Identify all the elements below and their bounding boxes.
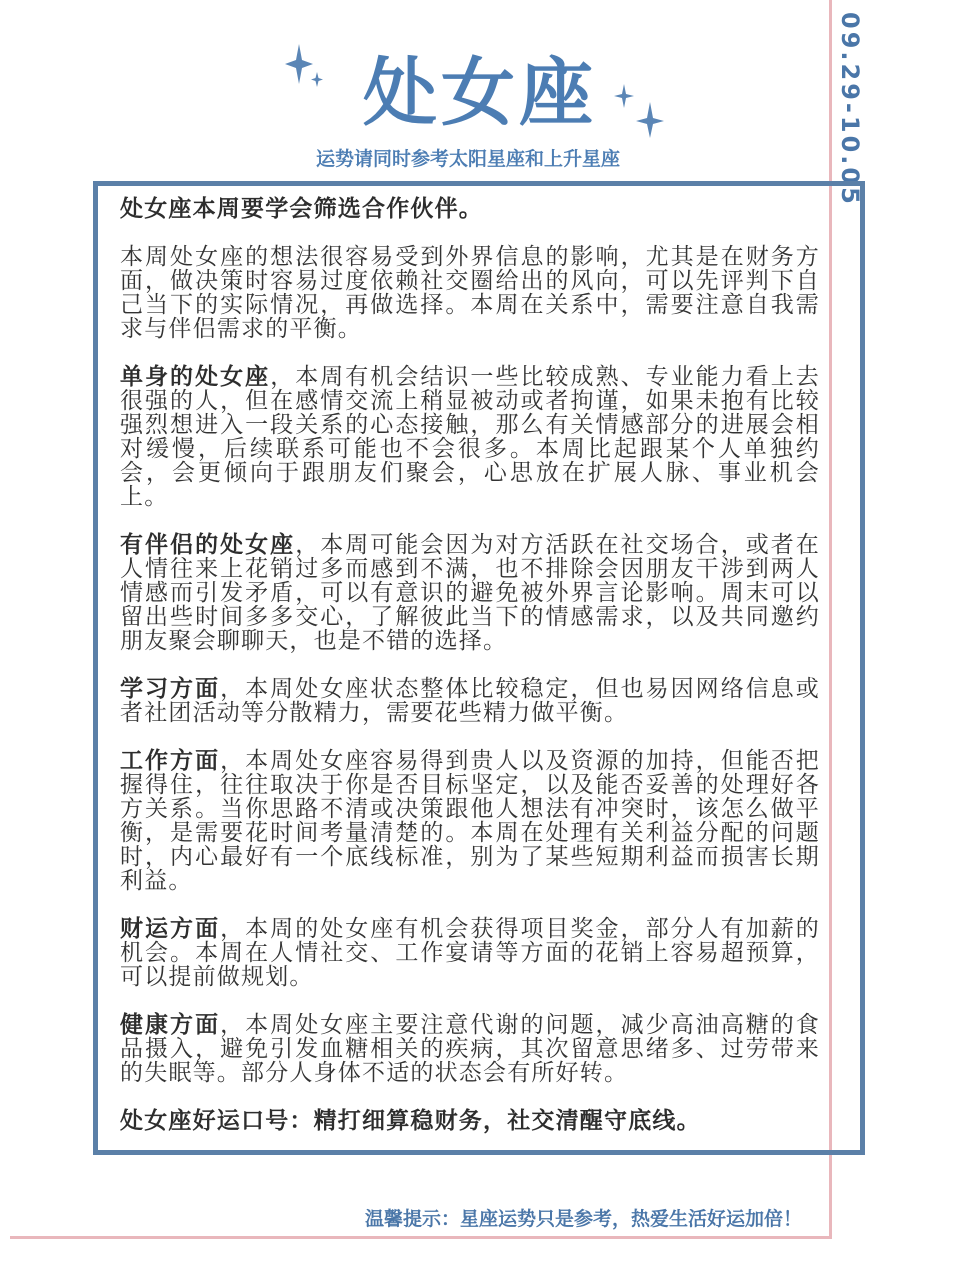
slogan-text: 处女座好运口号：精打细算稳财务，社交清醒守底线。 [120, 1108, 701, 1134]
section-text: ，本周的处女座有机会获得项目奖金，部分人有加薪的机会。本周在人情社交、工作宴请等方面的花销上容易超预算，可以提前做规划。 [120, 916, 820, 990]
section-partnered [120, 533, 820, 653]
section-label: 单身的处女座 [120, 364, 271, 390]
section-single [120, 365, 820, 509]
section-label: 工作方面 [120, 748, 221, 774]
slogan-paragraph [120, 1109, 820, 1133]
section-label: 有伴侣的处女座 [120, 532, 296, 558]
date-range: 09.29-10.05 [836, 12, 864, 207]
section-study [120, 677, 820, 725]
pink-horizontal-line [10, 1236, 832, 1239]
overview-paragraph: 本周处女座的想法很容易受到外界信息的影响，尤其是在财务方面，做决策时容易过度依赖社交圈给出的风向，可以先评判下自己当下的实际情况，再做选择。本周在关系中，需要注意自我需求与伴侣需求的平衡。 [120, 244, 820, 342]
section-text: ，本周处女座主要注意代谢的问题，减少高油高糖的食品摄入，避免引发血糖相关的疾病，其次留意思绪多、过劳带来的失眠等。部分人身体不适的状态会有所好转。 [120, 1012, 820, 1086]
intro-text: 处女座本周要学会筛选合作伙伴。 [120, 196, 483, 222]
section-text: ，本周可能会因为对方活跃在社交场合，或者在人情往来上花销过多而感到不满，也不排除会因朋友干涉到两人情感而引发矛盾，可以有意识的避免被外界言论影响。周末可以留出些时间多多交心，了解彼此当下的情感需求，以及共同邀约朋友聚会聊聊天，也是不错的选择。 [120, 532, 821, 654]
section-health [120, 1013, 820, 1085]
page-title: 处女座 [363, 50, 597, 136]
section-label: 学习方面 [120, 676, 221, 702]
section-text: ，本周有机会结识一些比较成熟、专业能力看上去很强的人，但在感情交流上稍显被动或者拘谨，如果未抱有比较强烈想进入一段关系的心态接触，那么有关情感部分的进展会相对缓慢，后续联系可能也不会很多。本周比起跟某个人单独约会，会更倾向于跟朋友们聚会，心思放在扩展人脉、事业机会上。 [120, 364, 821, 510]
intro-paragraph [120, 197, 820, 221]
horoscope-content [120, 197, 820, 1157]
section-label: 健康方面 [120, 1012, 221, 1038]
page-subtitle: 运势请同时参考太阳星座和上升星座 [315, 148, 620, 170]
section-label: 财运方面 [120, 916, 221, 942]
section-text: ，本周处女座状态整体比较稳定，但也易因网络信息或者社团活动等分散精力，需要花些精力做平衡。 [120, 676, 820, 726]
footer-tip: 温馨提示：星座运势只是参考，热爱生活好运加倍！ [365, 1208, 803, 1230]
section-work [120, 749, 820, 893]
section-text: ，本周处女座容易得到贵人以及资源的加持，但能否把握得住，往往取决于你是否目标坚定，以及能否妥善的处理好各方关系。当你思路不清或决策跟他人想法有冲突时，该怎么做平衡，是需要花时间考量清楚的。本周在处理有关利益分配的问题时，内心最好有一个底线标准，别为了某些短期利益而损害长期利益。 [120, 748, 820, 894]
section-wealth [120, 917, 820, 989]
